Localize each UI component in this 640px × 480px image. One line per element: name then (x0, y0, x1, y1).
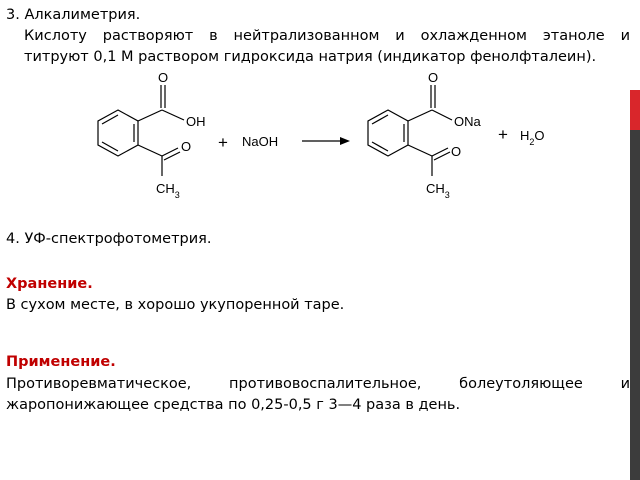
reaction-arrow (302, 137, 350, 145)
reagent-naoh: NaOH (242, 134, 279, 149)
application-line2: жаропонижающее средства по 0,25-0,5 г 3—4 раза в день. (6, 397, 461, 413)
product-benzene-ring (368, 110, 408, 156)
reactant-carbonyl-o: O (158, 70, 169, 85)
reactant-ketone-o: O (181, 139, 192, 154)
section3-title: 3. Алкалиметрия. (6, 7, 141, 23)
section3-line2: титруют 0,1 М раствором гидроксида натрия (индикатор фенолфталеин). (24, 49, 597, 65)
section3-line1: Кислоту растворяют в нейтрализованном и охлажденном этаноле и (24, 28, 630, 44)
product-water: $H_2O$ (520, 128, 545, 147)
product-molecule (368, 85, 452, 176)
accent-bar-red (630, 90, 640, 130)
section4-title: 4. УФ-спектрофотометрия. (6, 231, 212, 247)
accent-bar-top (630, 0, 640, 90)
product-ketone-o: O (451, 144, 462, 159)
reactant-benzene-ring (98, 110, 138, 156)
storage-text: В сухом месте, в хорошо укупоренной таре. (6, 297, 345, 313)
reaction-scheme (80, 68, 570, 208)
storage-heading: Хранение. (6, 276, 93, 292)
accent-bar-dark (630, 130, 640, 480)
plus-sign-1: + (218, 133, 228, 152)
product-sodium-salt: ONa (454, 114, 481, 129)
reactant-hydroxyl: OH (186, 114, 206, 129)
application-line1: Противоревматическое, противовоспалительное, болеутоляющее и (6, 376, 630, 392)
slide-accent-bar (630, 0, 640, 480)
reactant-molecule (98, 85, 184, 176)
product-carbonyl-o: O (428, 70, 439, 85)
product-methyl: $CH_3$ (426, 181, 450, 200)
application-heading: Применение. (6, 354, 116, 370)
plus-sign-2: + (498, 125, 508, 144)
reactant-methyl: $CH_3$ (156, 181, 180, 200)
